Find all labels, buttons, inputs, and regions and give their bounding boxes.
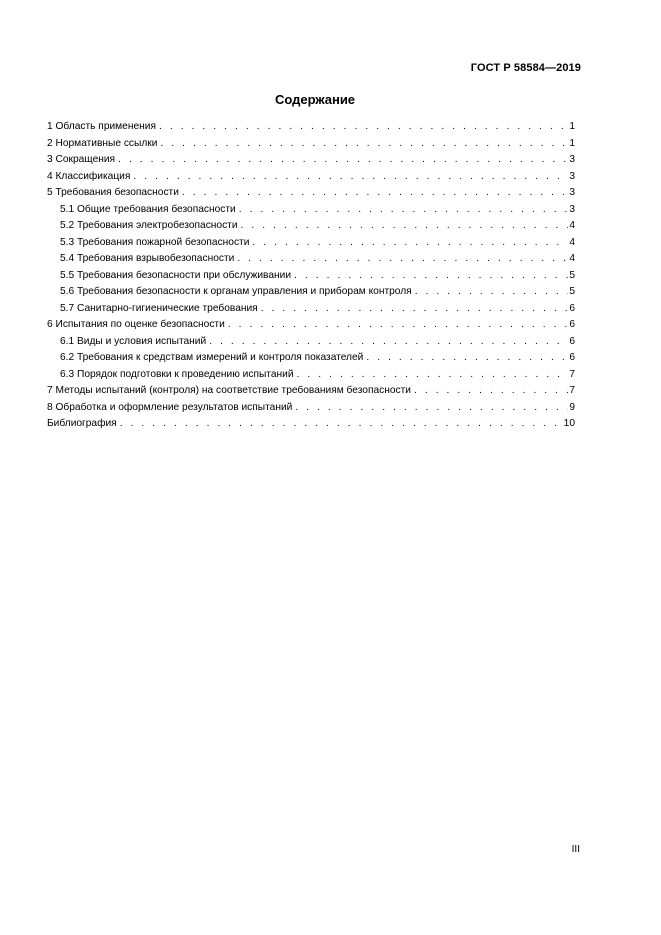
- toc-entry-6[interactable]: [47, 317, 575, 334]
- dot-leader: [118, 152, 568, 169]
- toc-entry-page: 4: [569, 253, 575, 264]
- dot-leader: [133, 169, 568, 186]
- toc-entry-page: 4: [569, 220, 575, 231]
- dot-leader: [415, 284, 569, 301]
- toc-entry-label: Библиография: [47, 418, 117, 429]
- toc-entry-page: 3: [569, 187, 575, 198]
- toc-entry-label: 5.2 Требования электробезопасности: [60, 220, 238, 231]
- toc-entry-label: 5.3 Требования пожарной безопасности: [60, 236, 250, 248]
- toc-entry-page: 5: [569, 286, 575, 297]
- toc-entry-5[interactable]: [47, 185, 575, 202]
- toc-entry-label: 6.2 Требования к средствам измерений и контроля показателей: [60, 352, 364, 363]
- toc-entry-page: 6: [569, 335, 575, 347]
- dot-leader: [237, 251, 568, 268]
- toc-entry-label: 6.1 Виды и условия испытаний: [60, 335, 207, 347]
- toc-entry-5-4[interactable]: [47, 251, 575, 268]
- toc-entry-5-6[interactable]: [47, 284, 575, 301]
- toc-entry-6-3[interactable]: [47, 367, 575, 384]
- toc-entry-label: 6 Испытания по оценке безопасности: [47, 319, 225, 330]
- toc-entry-page: 4: [569, 236, 575, 248]
- toc-entry-page: 7: [569, 385, 575, 396]
- dot-leader: [252, 235, 568, 252]
- dot-leader: [239, 202, 569, 219]
- toc-entry-label: 3 Сокращения: [47, 154, 116, 165]
- dot-leader: [241, 218, 569, 235]
- toc-entry-5-3[interactable]: [47, 235, 575, 252]
- dot-leader: [294, 268, 568, 285]
- dot-leader: [295, 400, 568, 417]
- toc-entry-page: 6: [569, 319, 575, 330]
- toc-entry-5-7[interactable]: [47, 301, 575, 318]
- toc-entry-label: 5 Требования безопасности: [47, 187, 179, 198]
- toc-entry-6-1[interactable]: [47, 334, 575, 351]
- toc-entry-label: 7 Методы испытаний (контроля) на соответствие требованиям безопасности: [47, 385, 411, 396]
- toc-entry-bibliography[interactable]: [47, 416, 575, 433]
- toc-entry-page: 6: [569, 302, 575, 314]
- toc-entry-5-5[interactable]: [47, 268, 575, 285]
- document-code: ГОСТ Р 58584—2019: [470, 62, 581, 74]
- toc-entry-label: 5.6 Требования безопасности к органам управления и приборам контроля: [60, 286, 412, 297]
- dot-leader: [159, 119, 568, 136]
- toc-entry-page: 3: [569, 170, 575, 182]
- toc-entry-6-2[interactable]: [47, 350, 575, 367]
- toc-entry-page: 7: [569, 368, 575, 380]
- toc-entry-label: 6.3 Порядок подготовки к проведению испытаний: [60, 368, 294, 380]
- toc-entry-page: 1: [569, 137, 575, 149]
- dot-leader: [209, 334, 568, 351]
- dot-leader: [160, 136, 568, 153]
- toc-entry-label: 4 Классификация: [47, 170, 131, 182]
- toc-entry-page: 6: [569, 352, 575, 363]
- toc-title: Содержание: [274, 92, 356, 107]
- toc-entry-label: 5.1 Общие требования безопасности: [60, 203, 236, 215]
- dot-leader: [297, 367, 569, 384]
- toc-entry-page: 10: [563, 418, 575, 429]
- toc-entry-page: 5: [569, 269, 575, 281]
- toc-entry-7[interactable]: [47, 383, 575, 400]
- toc-entry-page: 9: [569, 401, 575, 413]
- toc-entry-4[interactable]: [47, 169, 575, 186]
- toc-entry-page: 1: [569, 121, 575, 132]
- toc-entry-label: 2 Нормативные ссылки: [47, 137, 158, 149]
- toc-entry-page: 3: [569, 154, 575, 165]
- dot-leader: [261, 301, 569, 318]
- toc-entry-label: 8 Обработка и оформление результатов испытаний: [47, 401, 293, 413]
- toc-entry-1[interactable]: [47, 119, 575, 136]
- toc-entry-5-2[interactable]: [47, 218, 575, 235]
- toc-entry-3[interactable]: [47, 152, 575, 169]
- dot-leader: [228, 317, 569, 334]
- toc-entry-2[interactable]: [47, 136, 575, 153]
- toc-entry-label: 5.5 Требования безопасности при обслуживании: [60, 269, 292, 281]
- toc-entry-label: 1 Область применения: [47, 121, 156, 132]
- toc-entry-page: 3: [569, 203, 575, 215]
- dot-leader: [182, 185, 568, 202]
- toc-entry-8[interactable]: [47, 400, 575, 417]
- dot-leader: [414, 383, 568, 400]
- toc-entry-label: 5.7 Санитарно-гигиенические требования: [60, 302, 258, 314]
- dot-leader: [366, 350, 568, 367]
- dot-leader: [120, 416, 563, 433]
- page-number: III: [571, 844, 580, 855]
- table-of-contents: [47, 119, 575, 433]
- toc-entry-label: 5.4 Требования взрывобезопасности: [60, 253, 235, 264]
- toc-entry-5-1[interactable]: [47, 202, 575, 219]
